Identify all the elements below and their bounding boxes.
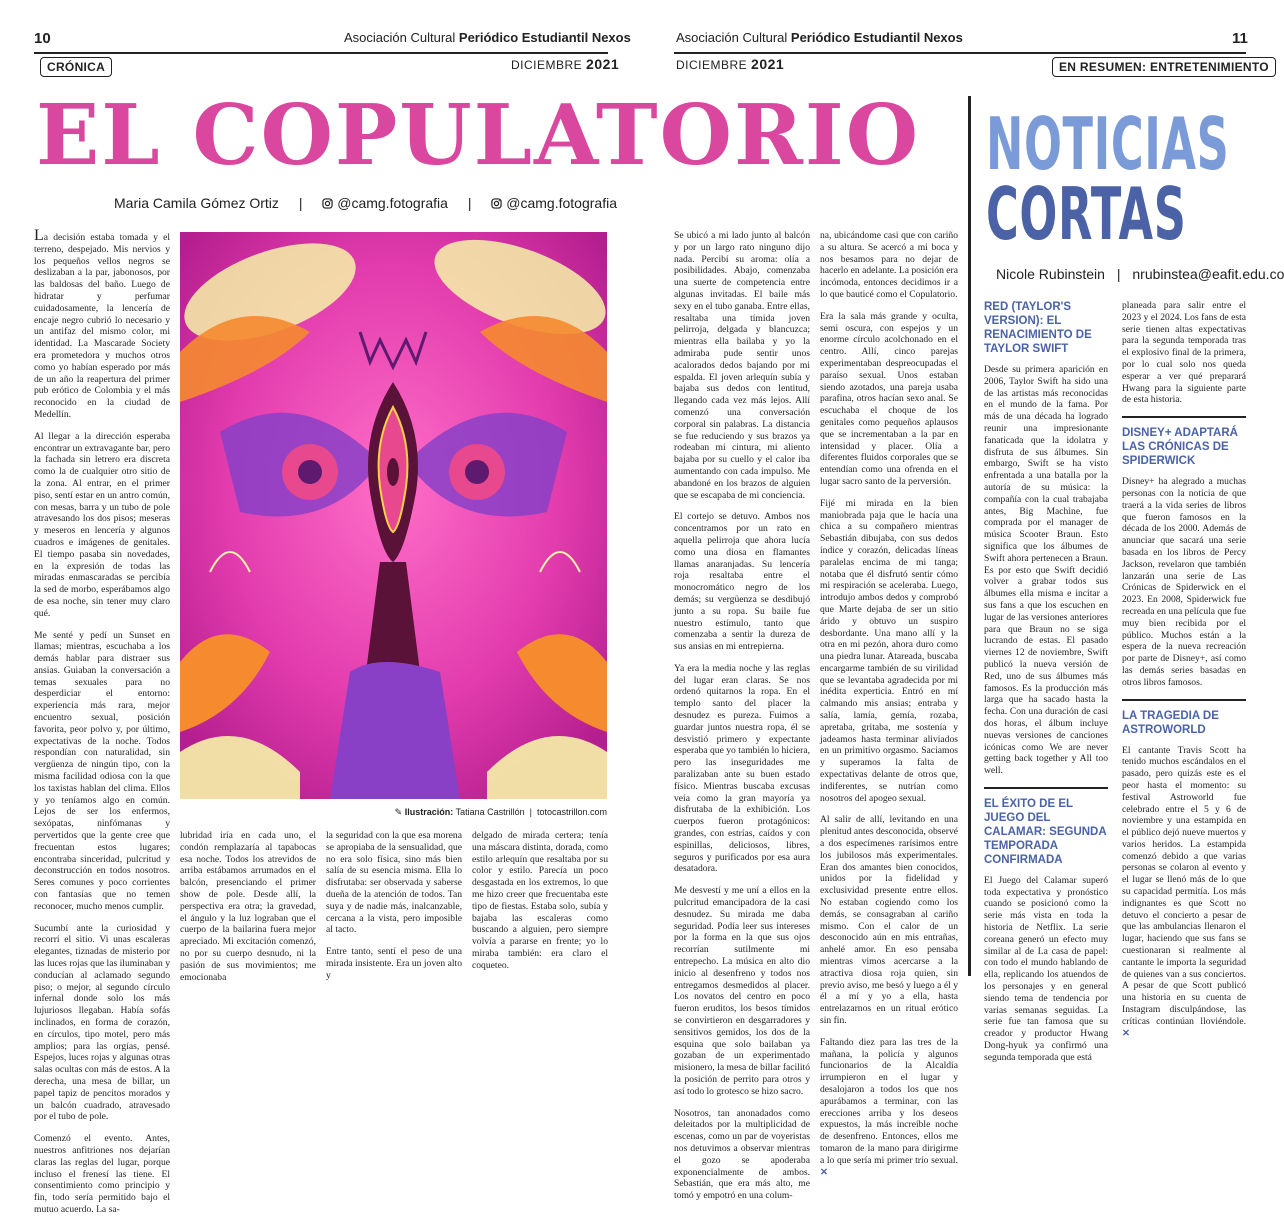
year-left: 2021 [586,56,620,72]
end-mark-icon: ✕ [1122,1027,1131,1039]
instagram-handle-2[interactable]: @camg.fotografia [506,195,617,211]
byline-separator: | [467,195,472,211]
paragraph: la seguridad con la que esa morena se apropiaba de la sensualidad, que no era solo física, sino más bien salía de su esencia misma. Ella lo disfrutaba: ser observada y saberse dueña de la atención de todos. Tan suya y de nadie más, inalcanzable, cercana a la vista, pero imposible al tacto. [326,830,462,936]
paragraph: Nosotros, tan anonadados como deleitados por la multiplicidad de escenas, como un par de voyeristas nos detuvimos a observar mientras el gozo se apoderaba exponencialmente de ambos. Sebastián, que era más alto, me tomó y empotró en una colum- [674,1107,810,1202]
article-illustration [180,232,607,799]
paragraph [1122,745,1246,1040]
paragraph-text: Faltando diez para las tres de la mañana, la policía y algunos funcionarios de la Alcaldía irrumpieron en el lugar y desalojaron a todos los que nos apurábamos a terminar, con las erecciones arriba y los deseos expuestos, la más increíble noche de desenfreno. Entonces, ellos me tomaron de la mano para dirigirme a lo que sería mi primer trío sexual. [820,1036,958,1166]
end-mark-icon: ✕ [820,1166,829,1178]
paragraph: Fijé mi mirada en la bien maniobrada paja que le hacía una chica a su compañero mientras Sebastián dibujaba, con sus dedos índice y corazón, delicadas líneas paralelas encima de mi tanga; notaba que él disfrutó sentir cómo mi respiración se aceleraba. Luego, introdujo ambos dedos y comprobó que Marte dejaba de ser un sitio árido y obtuvo un suspiro desbordante. Una mano allí y la otra en mi pezón, ahora duro como una piedra lunar. Atareada, buscaba encargarme también de su virilidad que se levantaba agradecida por mi inédita experticia. Entró en mí calmando mis ansias; entraba y salía, lamía, gemía, rozaba, apretaba, gritaba, me sostenía y jadeamos hasta terminar aliviados en un primitivo orgasmo. Saciamos y superamos la falta de expectativas delante de otros que, indiferentes, se nutrían como nosotros del apogeo sexual. [820,497,958,804]
paragraph: delgado de mirada certera; tenía una máscara distinta, dorada, como estilo arlequín que resaltaba por su color y estilo. Parecía un poco desgastada en los extremos, lo que me hizo creer que frecuentaba este tipo de fiestas. Estaba solo, subía y bajaba las escaleras como buscando a alguien, pero siempre volvía a pararse en frente; yo lo miraba también: era claro el coqueteo. [472,830,608,971]
article-title: EL COPULATORIO [36,86,921,184]
paragraph: El cortejo se detuvo. Ambos nos concentramos por un rato en aquella pelirroja que ahora lucía como una diosa en flamantes llamas anaranjadas. Su lencería roja resaltaba entre el monocromático negro de los demás; su vergüenza se desdibujó junto a su ropa. Su baile fue nuestro estímulo, tanto que comenzaba a sentir la dureza de sus ansias en mi entrepierna. [674,511,810,653]
illustration-credit: ✎ Ilustración: Tatiana Castrillón | totocastrillon.com [394,807,607,817]
paragraph: lubridad iría en cada uno, el condón remplazaría al tapabocas esa noche. Todos los atrevidos de arriba estábamos arrumados en el balcón, presenciando el primer show de pole. Desde allí, la perspectiva era otra; la gravedad, el ángulo y la luz lograban que el cuerpo de la bailarina fuera mejor apreciado. Mi excitación comenzó, no por su cuerpo desnudo, ni la pasión de sus movimientos; me emocionaba [180,830,316,983]
paragraph: Era la sala más grande y oculta, semi oscura, con espejos y un enorme círculo acolchonado en el centro. Allí, cinco parejas experimentaban despreocupadas el paraíso sexual. Unos estaban siendo azotados, una pareja usaba parafina, otros hacían sexo anal. Se escuchaba el choque de los genitales como pequeños aplausos que se incrementaban a la par en intensidad y placer. Olía a diferentes fluidos corporales que se entendían como una ofrenda en el lugar sacro santo de la perversión. [820,310,958,487]
paragraph: Me desvestí y me uní a ellos en la pulcritud emancipadora de la casi desnudez. Su mirada me daba seguridad. Podía leer sus intereses por la forma en la que sus ojos recorrían sutilmente mi entrepecho. La música en alto dio inicio al desenfreno y todos nos entregamos desmedidos al placer. Los novatos del centro en poco fueron eruditos, los besos tímidos se convirtieron en desgarradores y sensitivos gemidos, los dos de la esquina que solo bailaban ya gozaban de un experimentado misionero, la mesa de billar facilitó la posición de perrito para otros y así todo lo grotesco se hizo sacro. [674,885,810,1097]
article-byline [114,195,617,211]
article-column-3 [326,830,462,981]
article-column-2 [180,830,316,983]
article-column-1 [34,227,170,1215]
instagram-icon [491,195,506,211]
date-left [511,56,619,72]
story-title-spiderwick: DISNEY+ ADAPTARÁ LAS CRÓNICAS DE SPIDERWICK [1122,427,1238,468]
paragraph: Entre tanto, sentí el peso de una mirada insistente. Era un joven alto y [326,946,462,981]
page-number-right: 11 [1232,30,1248,47]
story-title-taylor-swift: RED (TAYLOR'S VERSION): EL RENACIMIENTO DE TAYLOR SWIFT [984,301,1092,355]
instagram-handle-1[interactable]: @camg.fotografia [337,195,448,211]
author-name: Maria Camila Gómez Ortiz [114,195,279,211]
org-prefix-right: Asociación Cultural [676,30,788,45]
paragraph: na, ubicándome casi que con cariño a su altura. Se acercó a mi boca y nos besamos para no dejar de hacerlo en adelante. La posición era incómoda, entonces decidimos ir a lo que bauticé como el Copulatorio. [820,230,958,300]
noticias-title-line1: NOTICIAS [986,102,1230,186]
paragraph: La decisión estaba tomada y el terreno, despejado. Mis nervios y los pequeños vellos negros se deslizaban a la par, jabonosos, por las baldosas del baño. Luego de hidratar y perfumar cuidadosamente, la lencería de encaje negro cubrió lo necesario y un antifaz del mismo color, mi identidad. La Mascarade Society era prometedora y muchos otros como yo habían esperado por más de un año la reapertura del primer pub erótico de Colombia y el más reconocido en la ciudad de Medellín. [34,227,170,420]
noticias-email[interactable]: nrubinstea@eafit.edu.co [1132,266,1284,282]
noticias-column-2 [1122,300,1246,1039]
header-rule-right [674,52,1246,54]
paragraph: Al llegar a la dirección esperaba encontrar un extravagante bar, pero la fachada sin letrero era discreta como la de cualquier otro sitio de la zona. Al entrar, en el primer piso, sentí estar en un antro común, con mesas, barra y un tubo de pole atravesando los dos pisos; meseras y meseros en lencería y algunos cuadros e imágenes de genitales. El tiempo pasaba sin novedades, en la expresión de todas las miradas enmascaradas se percibía la sed de morbo, esperábamos algo de esa noche, sin tener muy claro qué. [34,430,170,619]
article-column-4 [472,830,608,976]
org-name-right [676,30,963,45]
noticias-byline [996,266,1284,282]
story-divider [1122,416,1246,418]
org-bold-left: Periódico Estudiantil Nexos [458,30,631,45]
story-divider [984,787,1108,789]
year-right: 2021 [751,56,785,72]
paragraph: Me senté y pedí un Sunset en llamas; mientras, escuchaba a los demás hablar para distraer sus ansias. Guiaban la conversación a temas sexuales para no desperdiciar el entorno: experiencia más rara, mejor encuentro sexual, posición favorita, peor polvo y, por último, expectativas de la noche. Todos respondían con naturalidad, sin vergüenza de ningún tipo, con la misma facilidad odiosa con la que los taxistas hablan del clima. Ellos y yo teníamos algo en común. Lejos de ser los enfermos, sexópatas, ninfómanas y pervertidos que la gente cree que frecuentan estos lugares; encontraba sinceridad, pulcritud y deconstrucción en todos nosotros. Seres comunes y poco corrientes con fantasías que no temen reconocer, mucho menos cumplir. [34,629,170,912]
paragraph: Sucumbí ante la curiosidad y recorrí el sitio. Vi unas escaleras elegantes, tiznadas de misterio por las luces rojas que las iluminaban y conducían al aclamado segundo piso; o mejor, al segundo círculo infernal donde solo los más lujuriosos llegaban. Había sofás inclinados, en forma de corazón, en círculos, tipo motel, pero más amplios; para las orgías, pensé. Espejos, luces rojas y algunas otras salas ocultas con más de estos. A la derecha, una mesa de billar, un papel tapiz de pencitos morados y un balcón cuadrado, atravesado por el tubo de pole. [34,922,170,1123]
month-left: DICIEMBRE [511,58,583,72]
org-bold-right: Periódico Estudiantil Nexos [790,30,963,45]
paragraph: El Juego del Calamar superó toda expectativa y pronóstico cuando se posicionó como la serie más vista en toda la historia de Netflix. La serie coreana generó un efecto muy similar al de La casa de papel: con todo el mundo hablando de ella, replicando los atuendos de los personajes y en general siendo tema de tendencia por varias semanas seguidas. La serie fue tan famosa que su creador y productor Hwang Dong-hyuk ya confirmó una segunda temporada que está [984,874,1108,1063]
paragraph: Se ubicó a mi lado junto al balcón y por un largo rato ninguno dijo nada. Percibí su aroma: olía a posibilidades. Abajo, comenzaba una suerte de competencia entre algunas invitadas. El baile más sexy en el tubo ganaba. Entre ellas, resaltaba una tímida joven pelirroja, delgada y blancuzca; mientras ella bailaba y yo la admiraba pude sentir unos acalorados dedos bajando por mi espalda. El joven arlequín subía y bajaba sus dedos con lentitud, llegando cada vez más lejos. Allí comenzó una conversación corporal sin palabras. La distancia se fue reduciendo y sus brazos ya rodeaban mi cintura, mi aliento bajaba por su cuello y el calor iba aumentando con cada impulso. Me abandoné en los brazos de alguien que se escapaba de mi conciencia. [674,230,810,501]
story-divider [1122,699,1246,701]
section-tag-entretenimiento: EN RESUMEN: ENTRETENIMIENTO [1052,57,1276,77]
article-column-5 [674,230,810,1202]
month-right: DICIEMBRE [676,58,748,72]
byline-separator: | [1116,266,1121,282]
credit-site[interactable]: totocastrillon.com [536,807,607,817]
page-number-left: 10 [34,30,51,47]
pen-icon: ✎ [394,807,403,817]
noticias-author: Nicole Rubinstein [996,266,1105,282]
org-prefix-left: Asociación Cultural [344,30,456,45]
credit-name: Tatiana Castrillón [455,807,525,817]
noticias-title-line2: CORTAS [986,172,1187,256]
paragraph [820,1037,958,1179]
noticias-column-1 [984,300,1108,1063]
instagram-icon [322,195,337,211]
paragraph: Al salir de allí, levitando en una plenitud antes desconocida, observé a dos especímenes rarísimos entre los jubilosos más experimentales. Eran dos amantes bien conocidos, unidos por la fidelidad y exclusividad presente entre ellos. No estaban cogiendo como los demás, se consagraban al cariño mismo. Con el calor de un desconocido aún en mis entrañas, anhelé amor. En eso pensaba mientras vimos acercarse a la atractiva diosa roja quien, sin previo aviso, me besó y luego a él y él a mí y yo a ella, hasta entrelazarnos en un ritual erótico sin fin. [820,814,958,1026]
paragraph: planeada para salir entre el 2023 y el 2024. Los fans de esta serie tienen altas expectativas para la segunda temporada tras el explosivo final de la primera, por lo cual solo nos queda esperar a ver qué preparará Hwang para la siguiente parte de esta historia. [1122,300,1246,406]
paragraph: Ya era la media noche y las reglas del lugar eran claras. Se nos ordenó quitarnos la ropa. En el templo santo del placer la desnudez es pureza. Fuimos a guardar juntos nuestra ropa, él se desvistió primero y expectante esperaba que yo también lo hiciera, pero las inseguridades me paralizaban ante su buen estado físico. Mientras buscaba excusas veía como la gran mayoría ya disfrutaba de la exhibición. Los cuerpos fueron protagónicos: grandes, con estrías, caídos y con espinillas, deliciosos, libres, seguros y purificados por esa aura desatadora. [674,662,810,875]
paragraph: Comenzó el evento. Antes, nuestros anfitriones nos dejarían claras las reglas del lugar, porque incluso el frenesí las tiene. El consentimiento como principio y fin, todo sería permitido bajo el mutuo acuerdo. La sa- [34,1133,170,1215]
byline-separator: | [298,195,303,211]
paragraph: Desde su primera aparición en 2006, Taylor Swift ha sido una de las artistas más reconocidas en el mundo de la fama. Por más de una década ha logrado reunir una impresionante fanaticada que la idolatra y disfruta de sus álbumes. Sin embargo, Swift se ha visto enfrentada a una batalla por la autoría de su música: la compañía con la cual trabajaba antes, Big Machine, fue comprada por el manager de música Scooter Braun. Esto significa que los álbumes de Swift ahora pertenecen a Braun. Es por esto que Swift decidió volver a grabar todos sus álbumes ella misma e incitar a sus fans a que los escuchen en lugar de las versiones anteriores para que Braun no se siga lucrando de estas. El pasado viernes 12 de noviembre, Swift publicó la nueva versión de Red, uno de sus álbumes más famosos. Es la producción más larga que ha sacado hasta la fecha. Con una duración de casi dos horas, el álbum incluye nuevas versiones de canciones icónicas como We are never getting back together y All too well. [984,364,1108,777]
page-divider [968,96,971,976]
section-tag-cronica: CRÓNICA [40,57,112,77]
paragraph: Disney+ ha alegrado a muchas personas con la noticia de que traerá a la vida series de libros que fueron famosos en la década de los 2000. Además de anunciar que sacará una serie basada en los libros de Percy Jackson, revelaron que también lanzarán una serie de Las Crónicas de Spiderwick en el 2023. En 2008, Spiderwick fue recreada en una película que fue muy bien recibida por el público. Muchos están a la espera de la nueva recreación por parte de Disney+, así como las demás series basadas en otros libros famosos. [1122,476,1246,688]
story-title-astroworld: LA TRAGEDIA DE ASTROWORLD [1122,709,1219,736]
paragraph-text: El cantante Travis Scott ha tenido muchos escándalos en el pasado, pero quizás este es el peor hasta el momento: su festival Astroworld fue celebrado entre el 5 y 6 de noviembre y una estampida en el público dejó nueve muertos y varios heridos. La estampida comenzó debido a que varias personas se colaron al evento y el lugar se llenó más de lo que su capacidad permitía. Los más indignantes es que Scott no detuvo el concierto a pesar de que las ambulancias llenaron el lugar, haciendo que sus fans se cuestionaran si realmente al cantante le importa la seguridad de quienes van a sus conciertos. A pesar de que Scott publicó una historia en su cuenta de Instagram disculpándose, las críticas continúan lloviéndole. [1122,744,1246,1027]
credit-label: Ilustración: [404,807,454,817]
article-column-6 [820,230,958,1178]
org-name-left [344,30,631,45]
story-title-juego-calamar: EL ÉXITO DE EL JUEGO DEL CALAMAR: SEGUNDA TEMPORADA CONFIRMADA [984,797,1107,866]
header-rule-left [34,52,608,54]
date-right [676,56,784,72]
